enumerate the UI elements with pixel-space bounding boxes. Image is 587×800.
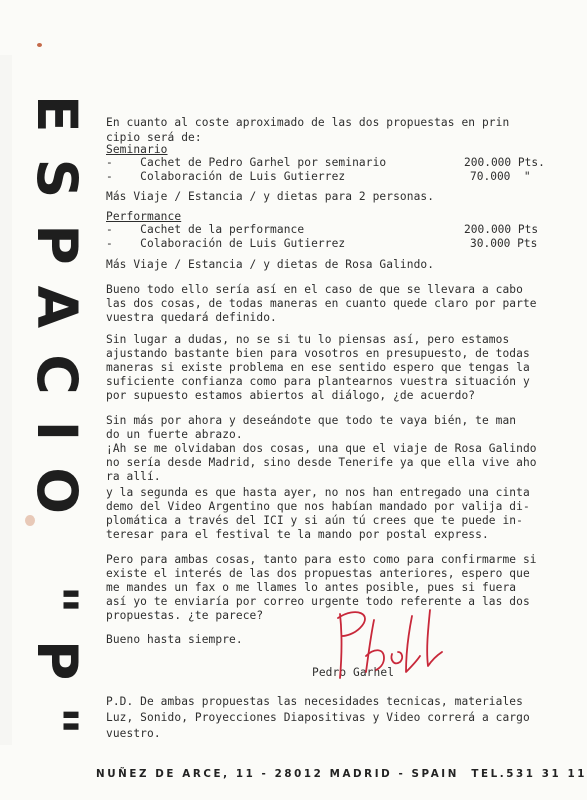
intro-line: cipio será de:: [106, 131, 202, 144]
body-line: suficiente confianza como para plantearnos vuestra situación y: [106, 375, 530, 388]
body-line: propuestas. ¿te parece?: [106, 609, 264, 622]
letterhead-address: NUÑEZ DE ARCE, 11 - 28012 MADRID - SPAIN TEL.531 31 11: [96, 768, 587, 780]
body-line: ra allí.: [106, 470, 161, 483]
signatory-name: Pedro Garhel: [312, 666, 395, 679]
espacio-p-vertical-logo: [18, 95, 89, 735]
body-line: y la segunda es que hasta ayer, no nos han entregado una cinta: [106, 486, 530, 499]
body-line: existe el interés de las dos propuestas anteriores, espero que: [106, 567, 530, 580]
body-line: Bueno todo ello sería así en el caso de que se llevara a cabo: [106, 283, 523, 296]
body-line: teresar para el festival te la mando por postal express.: [106, 528, 489, 541]
intro-line: En cuanto al coste aproximado de las dos propuestas en prin: [106, 116, 510, 129]
body-line: ajustando bastante bien para vosotros en presupuesto, de todas: [106, 347, 530, 360]
body-line: Sin lugar a dudas, no se si tu lo piensas así, pero estamos: [106, 333, 510, 346]
body-line: Pero para ambas cosas, tanto para esto como para confirmarme si: [106, 553, 537, 566]
performance-note: Más Viaje / Estancia / y dietas de Rosa Galindo.: [106, 258, 435, 271]
body-line: vuestra quedará definido.: [106, 311, 277, 324]
seminario-note: Más Viaje / Estancia / y dietas para 2 personas.: [106, 190, 435, 203]
seminario-item-amount: 200.000 Pts.: [464, 156, 545, 169]
body-line: así yo te enviaría por correo urgente todo referente a las dos: [106, 595, 530, 608]
body-line: maneras si existe problema en ese sentido espero que tengas la: [106, 361, 530, 374]
closing-line: Bueno hasta siempre.: [106, 633, 243, 646]
postscript-line: P.D. De ambas propuestas las necesidades tecnicas, materiales: [106, 695, 523, 708]
body-line: por supuesto estamos abiertos al diálogo, ¿de acuerdo?: [106, 389, 476, 402]
body-line: do un fuerte abrazo.: [106, 428, 243, 441]
postscript-line: vuestro.: [106, 727, 161, 740]
performance-item-amount: 30.000 Pts: [470, 237, 538, 250]
body-line: Sin más por ahora y deseándote que todo te vaya bién, te man: [106, 414, 517, 427]
seminario-item-label: - Colaboración de Luis Gutierrez: [106, 170, 346, 183]
body-line: ¡Ah se me olvidaban dos cosas, una que el viaje de Rosa Galindo: [106, 442, 537, 455]
body-line: no sería desde Madrid, sino desde Tenerife ya que ella vive aho: [106, 456, 537, 469]
body-line: demo del Video Argentino que nos habían mandado por valija di-: [106, 500, 530, 513]
seminario-heading: Seminario: [106, 143, 168, 156]
rust-spot: [37, 43, 42, 47]
body-line: me mandes un fax o me llames lo antes posible, pues si fuera: [106, 581, 517, 594]
handwritten-signature: [330, 606, 448, 684]
postscript-line: Luz, Sonido, Proyecciones Diapositivas y Video correrá a cargo: [106, 711, 530, 724]
body-line: plomática a través del ICI y si aún tú crees que te puede in-: [106, 514, 523, 527]
performance-heading: Performance: [106, 210, 182, 223]
seminario-item-amount: 70.000 ": [470, 170, 531, 183]
performance-item-label: - Colaboración de Luis Gutierrez: [106, 237, 346, 250]
performance-item-label: - Cachet de la performance: [106, 223, 305, 236]
body-line: las dos cosas, de todas maneras en cuanto quede claro por parte: [106, 297, 537, 310]
performance-item-amount: 200.000 Pts: [464, 223, 539, 236]
svg-text:ESPACIO "P": ESPACIO "P": [25, 95, 89, 735]
seminario-item-label: - Cachet de Pedro Garhel por seminario: [106, 156, 387, 169]
